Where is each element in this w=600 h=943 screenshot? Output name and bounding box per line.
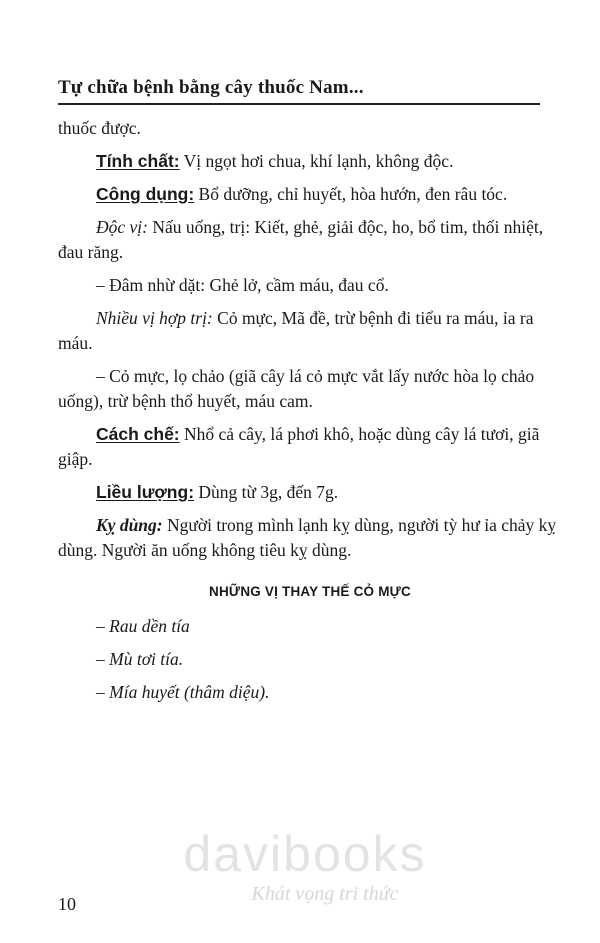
paragraph-dam-nhu-dat bbox=[58, 273, 562, 298]
list-item: – Mù tơi tía. bbox=[96, 649, 184, 669]
text-cong-dung: Bổ dưỡng, chỉ huyết, hòa hướn, đen râu tóc. bbox=[194, 184, 508, 204]
text-nhieu-vi: Cỏ mực, Mã đề, trừ bệnh đi tiểu ra máu, ỉa ra máu. bbox=[58, 308, 534, 353]
watermark-tagline: Khát vọng tri thức bbox=[251, 883, 399, 905]
term-cach-che: Cách chế: bbox=[96, 424, 180, 444]
paragraph-ky-dung bbox=[58, 513, 562, 563]
term-ky-dung: Kỵ dùng: bbox=[96, 515, 163, 535]
text-co-muc-lo-chao: – Cỏ mực, lọ chảo (giã cây lá cỏ mực vắt lấy nước hòa lọ chảo uống), trừ bệnh thổ huyết, máu cam. bbox=[58, 366, 535, 411]
paragraph-nhieu-vi bbox=[58, 306, 562, 356]
list-item: – Mía huyết (thâm diệu). bbox=[96, 682, 270, 702]
continuation-text: thuốc được. bbox=[58, 118, 141, 138]
paragraph-continuation bbox=[58, 116, 562, 141]
list-item: – Rau dền tía bbox=[96, 616, 190, 636]
running-header bbox=[58, 76, 540, 105]
page-body bbox=[58, 116, 562, 713]
text-dam-nhu-dat: – Đâm nhừ dặt: Ghẻ lở, cầm máu, đau cổ. bbox=[96, 275, 389, 295]
term-lieu-luong: Liều lượng: bbox=[96, 482, 195, 502]
paragraph-cach-che bbox=[58, 422, 562, 472]
text-ky-dung: Người trong mình lạnh kỵ dùng, người tỳ hư ỉa chảy kỵ dùng. Người ăn uống không tiêu kỵ dùng. bbox=[58, 515, 557, 560]
term-tinh-chat: Tính chất: bbox=[96, 151, 180, 171]
paragraph-doc-vi bbox=[58, 215, 562, 265]
watermark bbox=[160, 826, 450, 906]
text-lieu-luong: Dùng từ 3g, đến 7g. bbox=[194, 482, 339, 502]
paragraph-co-muc-lo-chao bbox=[58, 364, 562, 414]
term-doc-vi: Độc vị: bbox=[96, 217, 148, 237]
paragraph-cong-dung bbox=[58, 182, 562, 207]
paragraph-lieu-luong bbox=[58, 480, 562, 505]
paragraph-tinh-chat bbox=[58, 149, 562, 174]
section-heading: NHỮNG VỊ THAY THẾ CỎ MỰC bbox=[209, 584, 411, 599]
watermark-brand: davibooks bbox=[183, 826, 427, 882]
text-tinh-chat: Vị ngọt hơi chua, khí lạnh, không độc. bbox=[179, 151, 454, 171]
text-cach-che: Nhổ cả cây, lá phơi khô, hoặc dùng cây lá tươi, giã giập. bbox=[58, 424, 540, 469]
page-number: 10 bbox=[58, 894, 76, 914]
running-header-title: Tự chữa bệnh bằng cây thuốc Nam... bbox=[58, 77, 364, 98]
text-doc-vi: Nấu uống, trị: Kiết, ghẻ, giải độc, ho, bổ tim, thối nhiệt, đau răng. bbox=[58, 217, 544, 262]
term-cong-dung: Công dụng: bbox=[96, 184, 195, 204]
header-rule bbox=[58, 103, 540, 105]
term-nhieu-vi: Nhiều vị hợp trị: bbox=[96, 308, 213, 328]
